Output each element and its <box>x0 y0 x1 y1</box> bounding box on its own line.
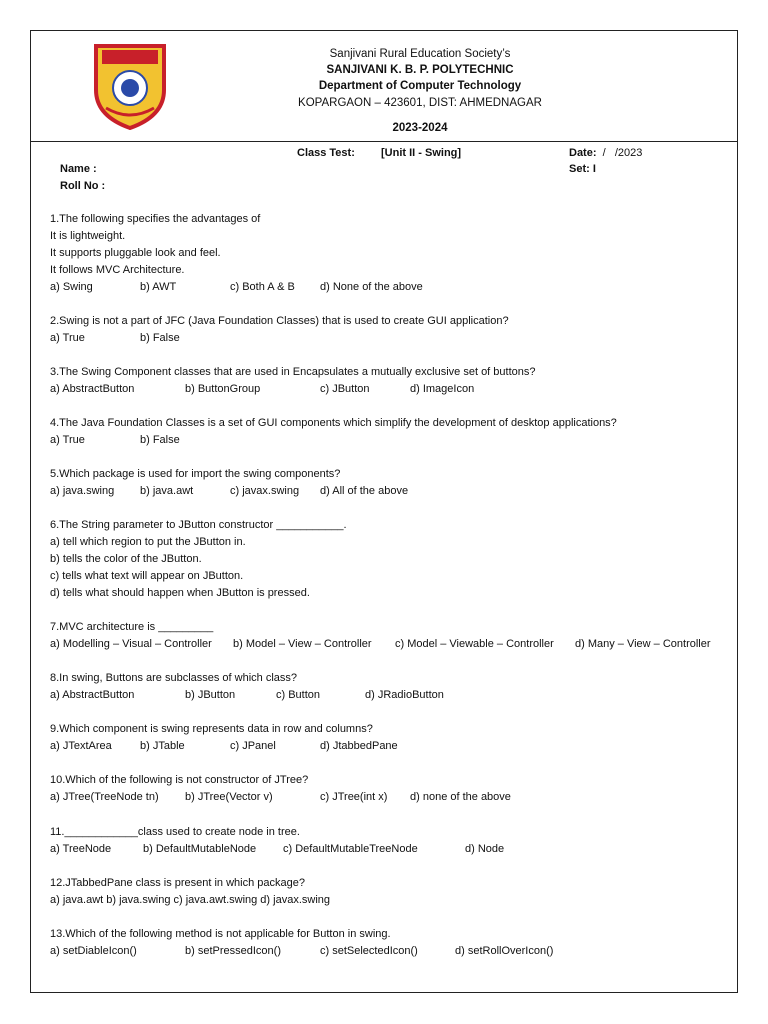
option-row <box>50 636 711 653</box>
answer-option: c) JPanel <box>230 740 276 752</box>
question-8 <box>50 670 444 704</box>
header-divider <box>30 141 738 142</box>
answer-option: d) setRollOverIcon() <box>455 945 554 957</box>
answer-option: d) none of the above <box>410 791 511 803</box>
answer-option: b) JTree(Vector v) <box>185 791 273 803</box>
answer-option: c) Both A & B <box>230 281 295 293</box>
class-test-label: Class Test: <box>297 147 355 159</box>
question-text: 7.MVC architecture is _________ <box>50 621 214 633</box>
answer-option: b) ButtonGroup <box>185 383 261 395</box>
question-text: 13.Which of the following method is not applicable for Button in swing. <box>50 928 391 940</box>
question-text: 10.Which of the following is not constructor of JTree? <box>50 774 309 786</box>
question-line: It supports pluggable look and feel. <box>50 247 221 259</box>
set-label: Set: I <box>569 163 596 175</box>
answer-option: b) java.awt <box>140 485 194 497</box>
answer-option: a) setDiableIcon() <box>50 945 137 957</box>
answer-option: a) True <box>50 434 85 446</box>
option-row <box>50 892 331 909</box>
question-text: 9.Which component is swing represents data in row and columns? <box>50 723 373 735</box>
question-line: It is lightweight. <box>50 230 126 242</box>
answer-option: b) False <box>140 332 180 344</box>
question-text: 8.In swing, Buttons are subclasses of which class? <box>50 672 298 684</box>
question-4 <box>50 415 617 449</box>
answer-option: a) Modelling – Visual – Controller <box>50 638 212 650</box>
date-value: / /2023 <box>599 147 643 159</box>
answer-option: b) AWT <box>140 281 177 293</box>
answer-option: c) Model – Viewable – Controller <box>395 638 554 650</box>
question-12 <box>50 875 331 909</box>
question-text: 12.JTabbedPane class is present in which package? <box>50 877 305 889</box>
option-row <box>50 789 511 806</box>
answer-option: d) None of the above <box>320 281 423 293</box>
answer-option: b) False <box>140 434 180 446</box>
answer-option: a) JTree(TreeNode tn) <box>50 791 159 803</box>
answer-option: a) JTextArea <box>50 740 112 752</box>
question-1 <box>50 211 423 296</box>
answer-option: a) True <box>50 332 85 344</box>
institute-name: SANJIVANI K. B. P. POLYTECHNIC <box>326 64 514 76</box>
answer-option: a) Swing <box>50 281 93 293</box>
question-7 <box>50 619 711 653</box>
answer-option: b) setPressedIcon() <box>185 945 281 957</box>
option-row <box>50 687 444 704</box>
answer-option: d) ImageIcon <box>410 383 475 395</box>
answer-option: a) java.awt b) java.swing c) java.awt.swing d) javax.swing <box>50 894 331 906</box>
question-6 <box>50 517 347 602</box>
option-row <box>50 943 554 960</box>
society-name: Sanjivani Rural Education Society’s <box>329 48 511 60</box>
question-line: It follows MVC Architecture. <box>50 264 185 276</box>
department-name: Department of Computer Technology <box>318 80 522 92</box>
question-2 <box>50 313 509 347</box>
academic-year: 2023-2024 <box>392 122 448 134</box>
answer-option: c) DefaultMutableTreeNode <box>283 843 418 855</box>
date-label: Date: <box>569 147 597 159</box>
answer-option: a) java.swing <box>50 485 115 497</box>
answer-option: d) All of the above <box>320 485 409 497</box>
question-5 <box>50 466 409 500</box>
question-11 <box>50 824 505 858</box>
college-logo-icon <box>92 42 168 130</box>
question-line: c) tells what text will appear on JButton. <box>50 570 244 582</box>
name-label: Name : <box>60 163 97 175</box>
roll-no-label: Roll No : <box>60 180 106 192</box>
answer-option: c) Button <box>276 689 321 701</box>
institute-address: KOPARGAON – 423601, DIST: AHMEDNAGAR <box>298 97 542 109</box>
question-line: b) tells the color of the JButton. <box>50 553 202 565</box>
answer-option: d) Many – View – Controller <box>575 638 711 650</box>
answer-option: b) JButton <box>185 689 236 701</box>
answer-option: d) JtabbedPane <box>320 740 398 752</box>
answer-option: d) Node <box>465 843 505 855</box>
answer-option: a) TreeNode <box>50 843 112 855</box>
answer-option: c) JTree(int x) <box>320 791 388 803</box>
unit-label: [Unit II - Swing] <box>381 147 462 159</box>
question-line: d) tells what should happen when JButton is pressed. <box>50 587 310 599</box>
question-text: 3.The Swing Component classes that are used in Encapsulates a mutually exclusive set of buttons? <box>50 366 536 378</box>
option-row <box>50 330 509 347</box>
question-13 <box>50 926 554 960</box>
answer-option: b) Model – View – Controller <box>233 638 372 650</box>
answer-option: b) JTable <box>140 740 185 752</box>
option-row <box>50 738 398 755</box>
answer-option: c) javax.swing <box>230 485 300 497</box>
question-9 <box>50 721 398 755</box>
question-10 <box>50 772 511 806</box>
question-text: 6.The String parameter to JButton constructor ___________. <box>50 519 347 531</box>
answer-option: b) DefaultMutableNode <box>143 843 257 855</box>
question-text: 1.The following specifies the advantages of <box>50 213 261 225</box>
question-text: 2.Swing is not a part of JFC (Java Foundation Classes) that is used to create GUI application? <box>50 315 509 327</box>
answer-option: d) JRadioButton <box>365 689 444 701</box>
answer-option: a) AbstractButton <box>50 689 135 701</box>
option-row <box>50 432 617 449</box>
answer-option: c) setSelectedIcon() <box>320 945 418 957</box>
question-text: 5.Which package is used for import the swing components? <box>50 468 341 480</box>
answer-option: a) AbstractButton <box>50 383 135 395</box>
option-row <box>50 841 505 858</box>
question-3 <box>50 364 536 398</box>
question-line: a) tell which region to put the JButton in. <box>50 536 246 548</box>
answer-option: c) JButton <box>320 383 370 395</box>
option-row <box>50 279 423 296</box>
question-text: 11.____________class used to create node in tree. <box>50 826 300 838</box>
question-text: 4.The Java Foundation Classes is a set of GUI components which simplify the development of desktop applications? <box>50 417 617 429</box>
option-row <box>50 483 409 500</box>
option-row <box>50 381 536 398</box>
